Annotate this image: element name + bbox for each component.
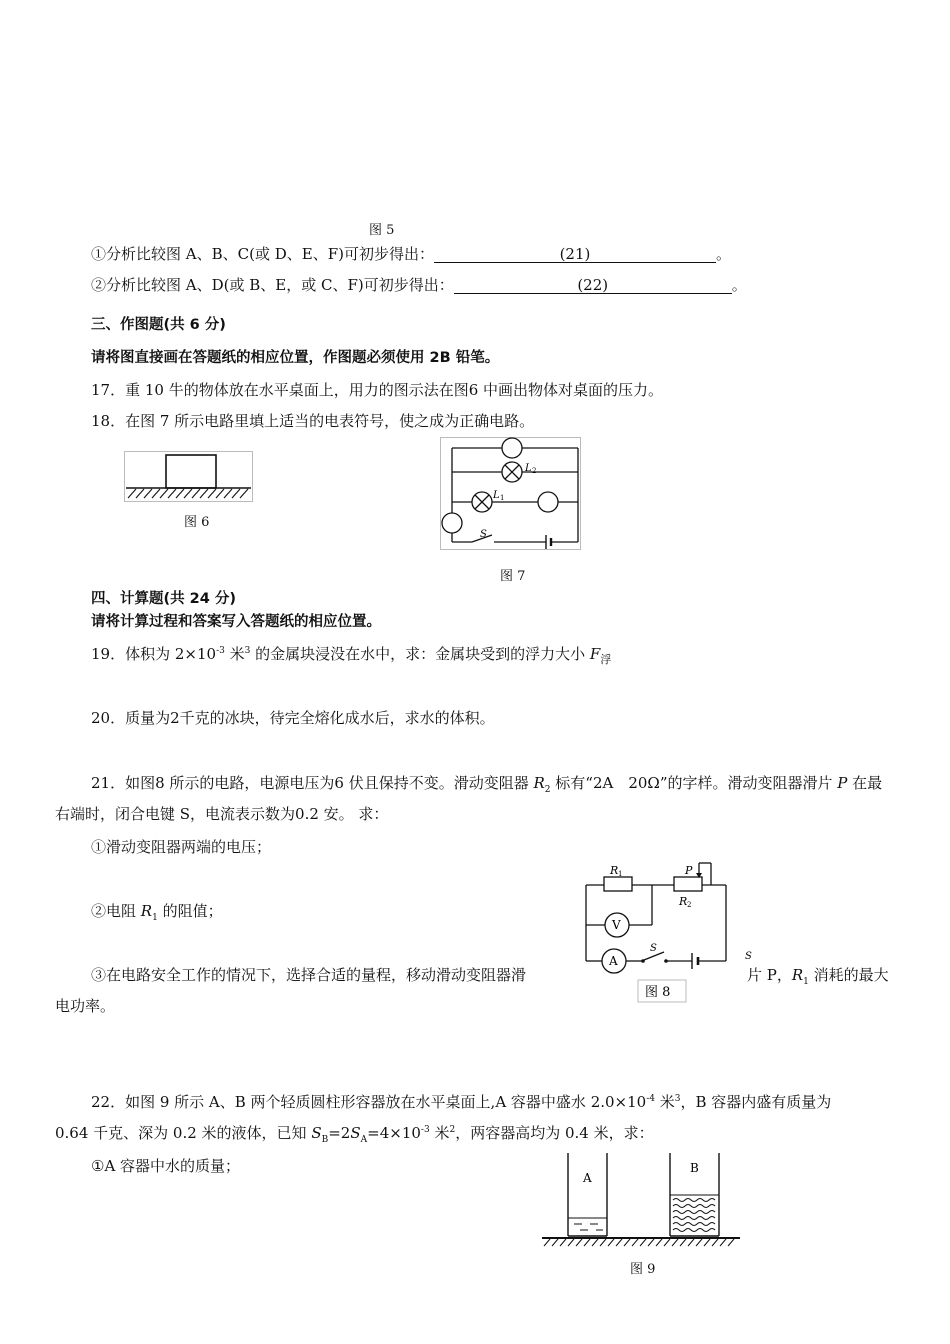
q22-exp2: -3 xyxy=(420,1125,430,1135)
label-p: P xyxy=(685,864,693,877)
block-object xyxy=(166,455,216,488)
table-hatch xyxy=(128,489,248,498)
question-21-line-2: 右端时，闭合电键 S，电流表示数为0.2 安。 求： xyxy=(55,805,389,823)
water-a xyxy=(574,1224,603,1230)
q19-symbol-f: F xyxy=(589,645,601,663)
question-21-sub-3-cont xyxy=(747,964,889,987)
q21-sub3-c: 消耗的最大 xyxy=(808,966,889,984)
q22-sb: S xyxy=(311,1124,322,1142)
label-r2: R xyxy=(679,895,688,908)
q22-sa: S xyxy=(350,1124,361,1142)
fig5-caption: 图 5 xyxy=(369,223,395,238)
answer-blank-22[interactable] xyxy=(454,277,732,294)
end-mark: 。 xyxy=(715,245,731,263)
q22-exp1b: 3 xyxy=(674,1094,681,1104)
end-mark: 。 xyxy=(731,276,747,294)
q21-sub3-b: 片 P， xyxy=(747,966,792,984)
question-22-line-2 xyxy=(55,1122,654,1145)
q21-r2-sub: 2 xyxy=(544,785,551,795)
q21-sub3-r-sub: 1 xyxy=(803,977,809,987)
label-l2: L xyxy=(525,463,532,474)
section4-instruction: 请将计算过程和答案写入答题纸的相应位置。 xyxy=(91,614,381,630)
question-19 xyxy=(91,643,611,667)
q22-sa-sub: A xyxy=(360,1135,368,1145)
question-21-sub-2 xyxy=(91,900,223,923)
label-s: S xyxy=(480,529,487,540)
fig8-caption: 图 8 xyxy=(645,985,671,1000)
lamp-l1-icon xyxy=(472,492,492,512)
label-a: A xyxy=(609,954,618,968)
q19-text-a: 19．体积为 2×10 xyxy=(91,645,217,663)
label-s-outer: S xyxy=(745,951,752,962)
analysis-line-1 xyxy=(91,243,731,264)
q19-symbol-f-sub: 浮 xyxy=(600,653,612,666)
question-18: 18．在图 7 所示电路里填上适当的电表符号，使之成为正确电路。 xyxy=(91,412,535,430)
q22-exp1: -4 xyxy=(646,1094,655,1104)
rheostat-r2 xyxy=(674,877,702,891)
table-hatch xyxy=(544,1239,734,1246)
analysis-line-1-text: ①分析比较图 A、B、C(或 D、E、F)可初步得出： xyxy=(91,245,434,263)
question-22-sub-1: ①A 容器中水的质量； xyxy=(91,1157,241,1175)
question-21-sub-1: ①滑动变阻器两端的电压； xyxy=(91,838,272,856)
q22-text-g: ，两容器高均为 0.4 米，求： xyxy=(455,1124,654,1142)
label-s: S xyxy=(650,943,657,954)
label-r2-sub: 2 xyxy=(687,901,692,909)
label-l2-sub: 2 xyxy=(532,467,537,475)
question-21-sub-3-end: 电功率。 xyxy=(55,997,116,1015)
figure-6 xyxy=(124,451,254,503)
q21-r2: R xyxy=(533,774,545,792)
question-17: 17．重 10 牛的物体放在水平桌面上，用力的图示法在图6 中画出物体对桌面的压力。 xyxy=(91,381,664,399)
label-l1-sub: 1 xyxy=(500,494,505,502)
fig6-caption: 图 6 xyxy=(184,515,210,530)
analysis-line-2 xyxy=(91,274,747,295)
question-22-line-1 xyxy=(91,1091,831,1112)
question-20: 20．质量为2千克的冰块，待完全熔化成水后，求水的体积。 xyxy=(91,709,495,727)
q22-text-a: 22．如图 9 所示 A、B 两个轻质圆柱形容器放在水平桌面上,A 容器中盛水 2.0×10 xyxy=(91,1093,647,1111)
liquid-b xyxy=(673,1199,715,1232)
q19-text-c: 的金属块浸没在水中，求：金属块受到的浮力大小 xyxy=(250,645,590,663)
label-r1-sub: 1 xyxy=(618,870,623,878)
meter-slot-middle xyxy=(538,492,558,512)
q19-exp2: 3 xyxy=(244,646,251,656)
fig7-caption: 图 7 xyxy=(500,569,526,584)
question-21-sub-3: ③在电路安全工作的情况下，选择合适的量程，移动滑动变阻器滑 xyxy=(91,966,527,984)
q22-text-f: 米 xyxy=(429,1124,450,1142)
q21-text-a: 21．如图8 所示的电路，电源电压为6 伏且保持不变。滑动变阻器 xyxy=(91,774,534,792)
label-l1: L xyxy=(493,490,500,501)
q22-text-e: =4×10 xyxy=(367,1124,421,1142)
q22-sb-sub: B xyxy=(321,1135,329,1145)
fig9-caption: 图 9 xyxy=(630,1262,656,1277)
blank-21-label: (21) xyxy=(559,245,591,263)
resistor-r1 xyxy=(604,877,632,891)
q19-text-b: 米 xyxy=(224,645,245,663)
lamp-l2-icon xyxy=(502,462,522,482)
analysis-line-2-text: ②分析比较图 A、D(或 B、E，或 C、F)可初步得出： xyxy=(91,276,454,294)
q21-text-b: 标有“2A 20Ω”的字样。滑动变阻器滑片 xyxy=(550,774,838,792)
label-v: V xyxy=(612,918,621,932)
label-b: B xyxy=(690,1161,699,1175)
q21-p: P xyxy=(837,774,848,792)
figure-7 xyxy=(440,437,582,550)
q21-sub3-r: R xyxy=(791,966,804,984)
answer-blank-21[interactable] xyxy=(434,246,716,263)
blank-22-label: (22) xyxy=(577,276,609,294)
q21-text-c: 在最 xyxy=(847,774,883,792)
label-r1: R xyxy=(610,864,619,877)
meter-slot-left xyxy=(442,513,462,533)
meter-slot-top xyxy=(502,438,522,458)
figure-9 xyxy=(540,1150,744,1250)
q21-r1-sub: 1 xyxy=(152,913,158,923)
q21-sub2-a: ②电阻 xyxy=(91,902,141,920)
q19-exp: -3 xyxy=(216,646,225,656)
section3-instruction: 请将图直接画在答题纸的相应位置，作图题必须使用 2B 铅笔。 xyxy=(91,350,500,366)
q21-r1: R xyxy=(140,902,153,920)
section4-title: 四、计算题(共 24 分) xyxy=(91,591,237,607)
q22-exp2b: 2 xyxy=(449,1125,456,1135)
q22-eq: =2 xyxy=(328,1124,351,1142)
question-21-line-1 xyxy=(91,772,882,795)
q22-text-c: ，B 容器内盛有质量为 xyxy=(680,1093,832,1111)
label-a: A xyxy=(583,1171,592,1185)
q22-text-d: 0.64 千克、深为 0.2 米的液体，已知 xyxy=(55,1124,312,1142)
figure-8 xyxy=(580,858,760,1008)
section3-title: 三、作图题(共 6 分) xyxy=(91,317,226,333)
q22-text-b: 米 xyxy=(655,1093,675,1111)
q21-sub2-b: 的阻值； xyxy=(157,902,223,920)
